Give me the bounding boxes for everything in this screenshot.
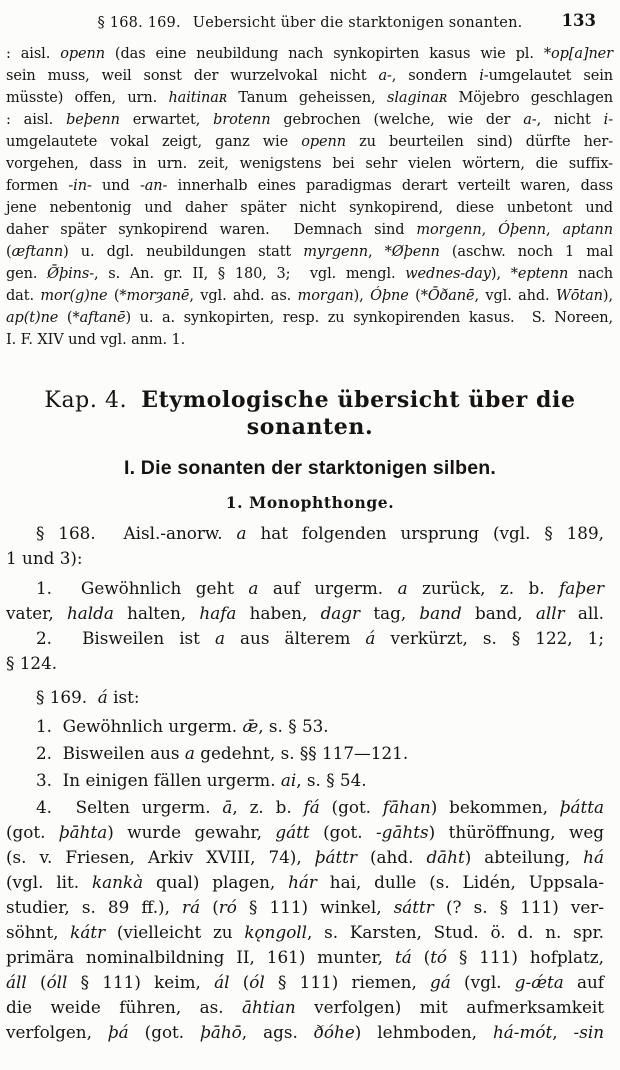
text-segment: studier, s. 89 ff.), bbox=[6, 897, 183, 917]
text-segment: ) thüröffnung, weg bbox=[428, 822, 604, 842]
text-segment: ðóhe bbox=[313, 1022, 355, 1042]
text-segment: halten, bbox=[113, 603, 200, 623]
text-segment: aptann bbox=[562, 222, 613, 238]
text-segment: a bbox=[397, 578, 408, 598]
text-segment: Óþne bbox=[370, 288, 409, 304]
text-line bbox=[6, 87, 613, 109]
text-segment: gátt bbox=[275, 822, 310, 842]
text-segment: auf bbox=[563, 972, 604, 992]
text-segment: há bbox=[583, 847, 604, 867]
text-segment: (got. bbox=[6, 822, 59, 842]
text-segment: ) wurde gewahr, bbox=[107, 822, 276, 842]
text-segment: a bbox=[236, 523, 247, 543]
text-line bbox=[6, 795, 604, 820]
running-head bbox=[0, 0, 620, 33]
text-segment: 4. Selten urgerm. bbox=[36, 797, 223, 817]
text-segment: a bbox=[523, 112, 532, 128]
text-segment: slaginaʀ bbox=[386, 90, 448, 106]
page-number: 133 bbox=[561, 11, 596, 30]
text-segment: § 111) hofplatz, bbox=[447, 947, 604, 967]
chapter-number: Kap. 4. bbox=[44, 388, 128, 413]
text-segment: - bbox=[608, 112, 613, 128]
text-segment: -an- bbox=[139, 178, 168, 194]
text-segment: , bbox=[368, 244, 385, 260]
text-segment: § 169. bbox=[36, 687, 98, 707]
text-segment: sáttr bbox=[393, 897, 434, 917]
text-segment: ai bbox=[280, 770, 297, 790]
text-segment: (? s. § 111) ver- bbox=[433, 897, 604, 917]
text-segment: a bbox=[214, 628, 225, 648]
text-line bbox=[6, 285, 613, 307]
text-segment: ), bbox=[602, 288, 613, 304]
text-segment: ( bbox=[107, 288, 120, 304]
text-line bbox=[6, 65, 613, 87]
text-segment: ál bbox=[214, 972, 230, 992]
text-segment: vorgehen, dass in urn. zeit, wenigstens bei sehr vielen wörtern, die suffix- bbox=[6, 156, 613, 172]
text-segment: halda bbox=[66, 603, 114, 623]
text-segment: ) u. a. synkopirten, resp. zu synkopirenden kasus. S. Noreen, bbox=[125, 310, 613, 326]
text-segment: ( bbox=[408, 288, 421, 304]
text-segment: , ags. bbox=[241, 1022, 314, 1042]
text-segment: *op[a]ner bbox=[543, 46, 613, 62]
text-segment: áll bbox=[6, 972, 27, 992]
text-line bbox=[6, 329, 613, 351]
text-segment: þáttr bbox=[314, 847, 357, 867]
text-segment: g-ǽta bbox=[514, 972, 564, 992]
text-segment: óll bbox=[46, 972, 68, 992]
text-segment: band, bbox=[461, 603, 536, 623]
text-segment: § 124. bbox=[6, 653, 58, 673]
text-segment: umgelautete vokal zeigt, ganz wie bbox=[6, 134, 302, 150]
text-segment: ( bbox=[229, 972, 250, 992]
text-segment: : aisl. bbox=[6, 112, 67, 128]
text-segment: nach bbox=[568, 266, 614, 282]
text-segment: hár bbox=[288, 872, 317, 892]
text-segment: (got. bbox=[128, 1022, 201, 1042]
section-heading: I. Die sonanten der starktonigen silben. bbox=[123, 457, 497, 479]
text-segment: dāht bbox=[426, 847, 465, 867]
text-segment: primära nominalbildning II, 161) munter, bbox=[6, 947, 395, 967]
text-line bbox=[6, 153, 613, 175]
text-segment: 2. Bisweilen ist bbox=[36, 628, 215, 648]
text-segment: all. bbox=[564, 603, 604, 623]
text-segment: *eptenn bbox=[510, 266, 569, 282]
text-line bbox=[6, 920, 604, 945]
text-segment: a bbox=[184, 743, 195, 763]
text-segment: á bbox=[365, 628, 376, 648]
text-segment: morgenn bbox=[416, 222, 482, 238]
text-segment: āhtian bbox=[241, 997, 296, 1017]
text-segment: hafa bbox=[199, 603, 237, 623]
text-segment: 1 und 3): bbox=[6, 548, 83, 568]
text-segment: ( bbox=[6, 244, 12, 260]
text-segment: haitinaʀ bbox=[168, 90, 228, 106]
text-segment: rá bbox=[182, 897, 201, 917]
text-segment: verfolgen, bbox=[6, 1022, 108, 1042]
text-segment: ( bbox=[411, 947, 431, 967]
text-segment: (s. v. Friesen, Arkiv XVIII, 74), bbox=[6, 847, 315, 867]
text-segment: § 111) winkel, bbox=[236, 897, 394, 917]
text-segment: aus älterem bbox=[224, 628, 366, 648]
text-segment: , vgl. ahd. as. bbox=[189, 288, 298, 304]
text-segment: *Øþenn bbox=[384, 244, 440, 260]
text-line bbox=[6, 241, 613, 263]
text-segment: (vgl. bbox=[450, 972, 515, 992]
text-segment: -, sondern bbox=[387, 68, 480, 84]
text-line bbox=[6, 685, 604, 710]
text-segment: § 168. Aisl.-anorw. bbox=[36, 523, 237, 543]
text-line bbox=[6, 1020, 604, 1045]
text-segment: ā bbox=[222, 797, 233, 817]
text-segment: openn bbox=[60, 46, 105, 62]
chapter-title-line2: sonanten. bbox=[246, 414, 374, 440]
chapter-heading bbox=[0, 387, 620, 441]
text-segment: ( bbox=[26, 972, 47, 992]
text-segment: gebrochen (welche, wie der bbox=[270, 112, 524, 128]
text-segment: faþer bbox=[559, 578, 604, 598]
text-line bbox=[6, 576, 604, 601]
text-segment: auf urgerm. bbox=[258, 578, 398, 598]
text-segment: há-mót bbox=[492, 1022, 553, 1042]
text-segment: ), bbox=[490, 266, 511, 282]
text-segment: ( bbox=[58, 310, 73, 326]
text-segment: þāhta bbox=[58, 822, 108, 842]
text-line bbox=[6, 870, 604, 895]
text-segment: hai, dulle (s. Lidén, Uppsala- bbox=[316, 872, 605, 892]
text-line bbox=[6, 895, 604, 920]
text-segment: qual) plagen, bbox=[143, 872, 289, 892]
text-segment: , z. b. bbox=[232, 797, 304, 817]
text-line bbox=[6, 945, 604, 970]
text-segment: söhnt, bbox=[6, 922, 71, 942]
text-segment: tag, bbox=[360, 603, 420, 623]
text-segment: Óþenn bbox=[498, 222, 547, 238]
text-segment: , s. § 54. bbox=[296, 770, 367, 790]
text-segment: , vgl. ahd. bbox=[474, 288, 556, 304]
text-segment: (got. bbox=[319, 797, 383, 817]
text-segment: ól bbox=[249, 972, 265, 992]
text-segment: ) u. dgl. neubildungen statt bbox=[63, 244, 304, 260]
paragraph-upper bbox=[6, 43, 613, 351]
text-segment: jene nebentonig und daher später nicht synkopirend, diese unbetont und bbox=[6, 200, 613, 216]
text-segment: , bbox=[552, 1022, 574, 1042]
text-segment: und bbox=[91, 178, 140, 194]
text-segment: tá bbox=[394, 947, 412, 967]
text-segment: gedehnt, s. §§ 117—121. bbox=[194, 743, 409, 763]
text-segment: (vgl. lit. bbox=[6, 872, 92, 892]
text-segment: ( bbox=[200, 897, 219, 917]
text-segment: ró bbox=[218, 897, 237, 917]
running-head-title: Uebersicht über die starktonigen sonanten. bbox=[192, 15, 523, 31]
text-segment: § 111) riemen, bbox=[264, 972, 431, 992]
text-segment: *Ōðanē bbox=[420, 288, 475, 304]
text-segment: *morȝanē bbox=[119, 288, 190, 304]
text-segment: zurück, z. b. bbox=[407, 578, 560, 598]
text-segment: tó bbox=[430, 947, 448, 967]
text-segment: , s. Karsten, Stud. ö. d. n. spr. bbox=[307, 922, 604, 942]
text-segment: beþenn bbox=[66, 112, 120, 128]
text-segment: kátr bbox=[70, 922, 106, 942]
text-segment: , s. § 53. bbox=[258, 716, 329, 736]
text-segment: (aschw. noch 1 mal bbox=[439, 244, 613, 260]
text-segment: ) lehmboden, bbox=[354, 1022, 493, 1042]
text-segment: *aftanē bbox=[72, 310, 126, 326]
text-segment: (ahd. bbox=[356, 847, 427, 867]
text-segment: a bbox=[378, 68, 387, 84]
text-segment: I. F. XIV und vgl. anm. 1. bbox=[6, 332, 186, 348]
text-segment: þá bbox=[107, 1022, 129, 1042]
text-segment: -umgelautet sein bbox=[483, 68, 613, 84]
text-line bbox=[6, 546, 604, 571]
text-line bbox=[6, 626, 604, 651]
text-segment: -gāhts bbox=[376, 822, 429, 842]
text-segment: æftann bbox=[11, 244, 64, 260]
chapter-heading-line1 bbox=[0, 387, 620, 414]
text-segment: ǣ bbox=[242, 716, 259, 736]
text-line bbox=[6, 970, 604, 995]
text-segment: , s. An. gr. II, § 180, 3; vgl. mengl. bbox=[94, 266, 406, 282]
subsection-heading: 1. Monophthonge. bbox=[225, 493, 395, 512]
text-segment: formen bbox=[6, 178, 69, 194]
text-segment: § 111) keim, bbox=[67, 972, 215, 992]
text-segment: 1. Gewöhnlich geht bbox=[36, 578, 249, 598]
text-segment: 1. Gewöhnlich urgerm. bbox=[36, 716, 243, 736]
text-segment: á bbox=[97, 687, 108, 707]
text-line bbox=[6, 768, 604, 793]
text-segment: die weide führen, as. bbox=[6, 997, 242, 1017]
text-segment: müsste) offen, urn. bbox=[6, 90, 169, 106]
text-segment: , bbox=[481, 222, 499, 238]
text-segment: 3. In einigen fällen urgerm. bbox=[36, 770, 281, 790]
text-segment: : aisl. bbox=[6, 46, 61, 62]
text-segment: fá bbox=[303, 797, 320, 817]
text-segment: -, nicht bbox=[531, 112, 604, 128]
text-line bbox=[6, 995, 604, 1020]
text-segment: i bbox=[603, 112, 609, 128]
text-segment: gen. bbox=[6, 266, 48, 282]
text-line bbox=[6, 521, 604, 546]
text-segment: erwartet, bbox=[119, 112, 214, 128]
text-line bbox=[6, 219, 613, 241]
text-segment: Wōtan bbox=[555, 288, 603, 304]
text-line bbox=[6, 714, 604, 739]
text-segment: 2. Bisweilen aus bbox=[36, 743, 185, 763]
running-head-section: § 168. 169. bbox=[97, 15, 181, 31]
text-segment: kǫngoll bbox=[244, 922, 308, 942]
text-line bbox=[6, 175, 613, 197]
text-segment: Ø̄þins- bbox=[47, 266, 95, 282]
text-segment: dat. bbox=[6, 288, 41, 304]
text-segment: ist: bbox=[107, 687, 140, 707]
chapter-title-line1: Etymologische übersicht über die bbox=[141, 387, 576, 413]
text-segment: Möjebro geschlagen bbox=[447, 90, 613, 106]
text-line bbox=[6, 741, 604, 766]
text-segment: openn bbox=[301, 134, 346, 150]
text-segment: innerhalb eines paradigmas derart verteilt waren, dass bbox=[167, 178, 613, 194]
text-segment: verfolgen) mit aufmerksamkeit bbox=[295, 997, 604, 1017]
text-segment: Tanum geheissen, bbox=[227, 90, 387, 106]
text-segment: mor(g)ne bbox=[40, 288, 108, 304]
text-segment: gá bbox=[430, 972, 451, 992]
text-segment: , bbox=[546, 222, 563, 238]
text-segment: (got. bbox=[309, 822, 376, 842]
text-segment: kankà bbox=[91, 872, 144, 892]
text-segment: zu beurteilen sind) dürfte her- bbox=[345, 134, 614, 150]
text-segment: hat folgenden ursprung (vgl. § 189, bbox=[246, 523, 604, 543]
text-segment: þāhō bbox=[200, 1022, 242, 1042]
text-segment: dagr bbox=[320, 603, 361, 623]
text-segment: allr bbox=[535, 603, 565, 623]
text-line bbox=[6, 263, 613, 285]
text-segment: haben, bbox=[236, 603, 321, 623]
text-segment: ), bbox=[353, 288, 371, 304]
text-segment: vater, bbox=[6, 603, 67, 623]
text-segment: -sin bbox=[573, 1022, 605, 1042]
text-line bbox=[6, 820, 604, 845]
text-segment: myrgenn bbox=[303, 244, 368, 260]
text-line bbox=[6, 651, 604, 676]
text-line bbox=[6, 307, 613, 329]
text-line bbox=[6, 43, 613, 65]
text-segment: þátta bbox=[559, 797, 605, 817]
text-segment: brotenn bbox=[213, 112, 271, 128]
text-segment: daher später synkopirend waren. Demnach sind bbox=[6, 222, 417, 238]
text-segment: fāhan bbox=[382, 797, 431, 817]
text-segment: ) bekommen, bbox=[430, 797, 560, 817]
text-segment: a bbox=[248, 578, 259, 598]
text-line bbox=[6, 845, 604, 870]
paragraph-body bbox=[6, 521, 604, 1045]
text-line bbox=[6, 131, 613, 153]
text-segment: sein muss, weil sonst der wurzelvokal nicht bbox=[6, 68, 379, 84]
text-segment: ap(t)ne bbox=[6, 310, 59, 326]
text-line bbox=[6, 197, 613, 219]
text-segment: (vielleicht zu bbox=[105, 922, 245, 942]
text-line bbox=[6, 109, 613, 131]
text-segment: morgan bbox=[297, 288, 354, 304]
text-segment: (das eine neubildung nach synkopirten kasus wie pl. bbox=[104, 46, 544, 62]
text-segment: wednes-day bbox=[405, 266, 491, 282]
text-line bbox=[6, 601, 604, 626]
text-segment: ) abteilung, bbox=[464, 847, 584, 867]
text-segment: -in- bbox=[68, 178, 92, 194]
text-segment: i bbox=[479, 68, 484, 84]
text-segment: verkürzt, s. § 122, 1; bbox=[375, 628, 604, 648]
text-segment: band bbox=[419, 603, 462, 623]
